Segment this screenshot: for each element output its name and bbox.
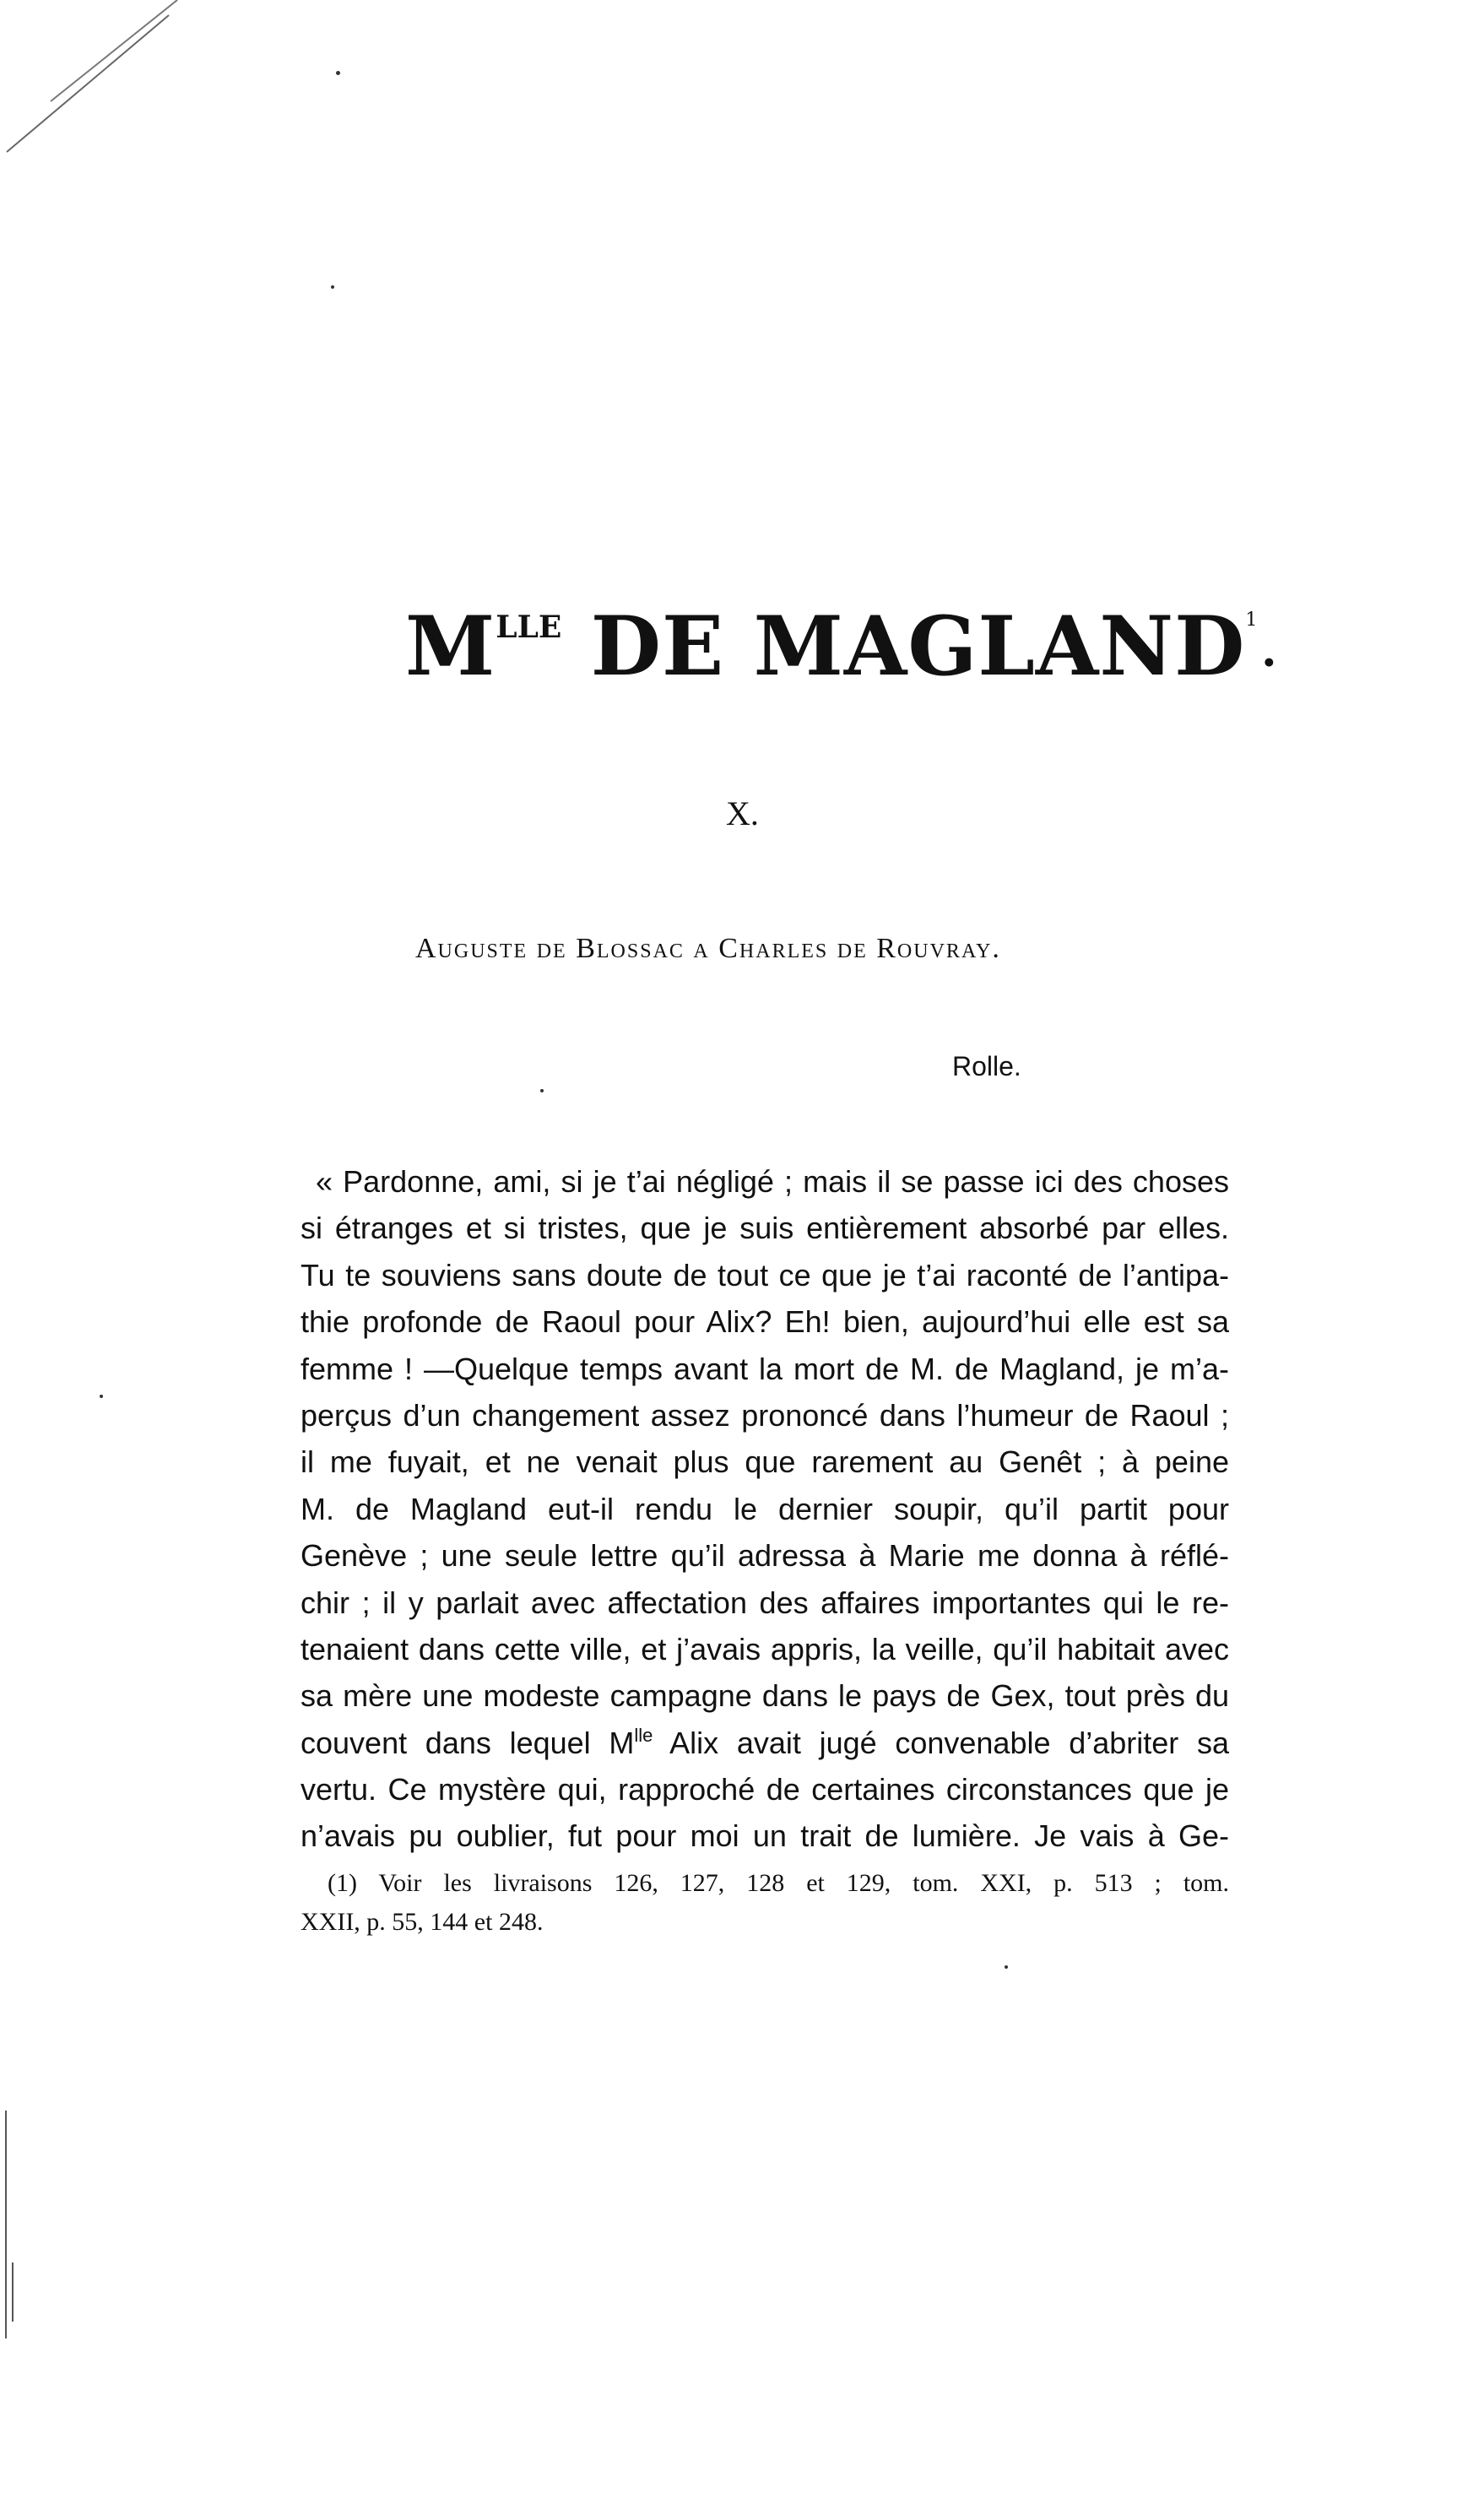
dust-speck xyxy=(100,1395,103,1398)
body-line: thie profonde de Raoul pour Alix? Eh! bien, aujourd’hui elle est sa xyxy=(301,1304,1229,1340)
title-ornament: • xyxy=(1261,649,1278,677)
title-superscript: LLE xyxy=(496,610,562,645)
body-line: « Pardonne, ami, si je t’ai négligé ; mais il se passe ici des choses xyxy=(316,1164,1229,1199)
line-13-start: couvent dans lequel M xyxy=(301,1725,635,1760)
body-line: chir ; il y parlait avec affectation des affaires importantes qui le re- xyxy=(301,1585,1229,1620)
scan-edge-line-short xyxy=(12,2262,14,2322)
title-prefix: M xyxy=(405,599,496,694)
body-line: perçus d’un changement assez prononcé dans l’humeur de Raoul ; xyxy=(301,1397,1229,1433)
letter-heading: Auguste de Blossac a Charles de Rouvray. xyxy=(415,933,1001,964)
scan-diagonal-lines xyxy=(0,0,219,169)
body-line: si étranges et si tristes, que je suis entièrement absorbé par elles. xyxy=(301,1211,1229,1246)
footnote-line: (1) Voir les livraisons 126, 127, 128 et 129, tom. XXI, p. 513 ; tom. xyxy=(328,1869,1229,1897)
page-title xyxy=(405,599,1278,694)
body-line: femme ! —Quelque temps avant la mort de M. de Magland, je m’a- xyxy=(301,1351,1229,1386)
body-line-with-superscript xyxy=(301,1720,1229,1766)
scan-line-a xyxy=(51,0,177,101)
dust-speck xyxy=(540,1089,544,1092)
body-line: Tu te souviens sans doute de tout ce que je t’ai raconté de l’antipa- xyxy=(301,1257,1229,1292)
body-line: vertu. Ce mystère qui, rapproché de certaines circonstances que je xyxy=(301,1772,1229,1807)
line-13-superscript: lle xyxy=(634,1724,653,1746)
scan-edge-line xyxy=(5,2111,7,2338)
body-line: n’avais pu oublier, fut pour moi un trait de lumière. Je vais à Ge- xyxy=(301,1818,1229,1854)
body-line: Genève ; une seule lettre qu’il adressa à Marie me donna à réflé- xyxy=(301,1538,1229,1574)
body-text xyxy=(301,1158,1229,1860)
chapter-number: X. xyxy=(726,794,759,832)
body-line: sa mère une modeste campagne dans le pays de Gex, tout près du xyxy=(301,1678,1229,1714)
dust-speck xyxy=(331,285,334,289)
body-line: tenaient dans cette ville, et j’avais appris, la veille, qu’il habitait avec xyxy=(301,1631,1229,1666)
scan-line-b xyxy=(7,15,169,152)
body-line: M. de Magland eut-il rendu le dernier soupir, qu’il partit pour xyxy=(301,1491,1229,1526)
dust-speck xyxy=(1005,1965,1008,1969)
title-note-ref: 1 xyxy=(1245,610,1259,631)
dust-speck xyxy=(336,71,340,75)
footnote-line: XXII, p. 55, 144 et 248. xyxy=(301,1908,544,1936)
title-main: DE MAGLAND xyxy=(561,599,1246,694)
line-13-end: Alix avait jugé convenable d’abriter sa xyxy=(653,1725,1229,1760)
letter-place: Rolle. xyxy=(952,1051,1021,1081)
body-line: il me fuyait, et ne venait plus que rarement au Genêt ; à peine xyxy=(301,1444,1229,1480)
footnote xyxy=(301,1864,1229,1942)
